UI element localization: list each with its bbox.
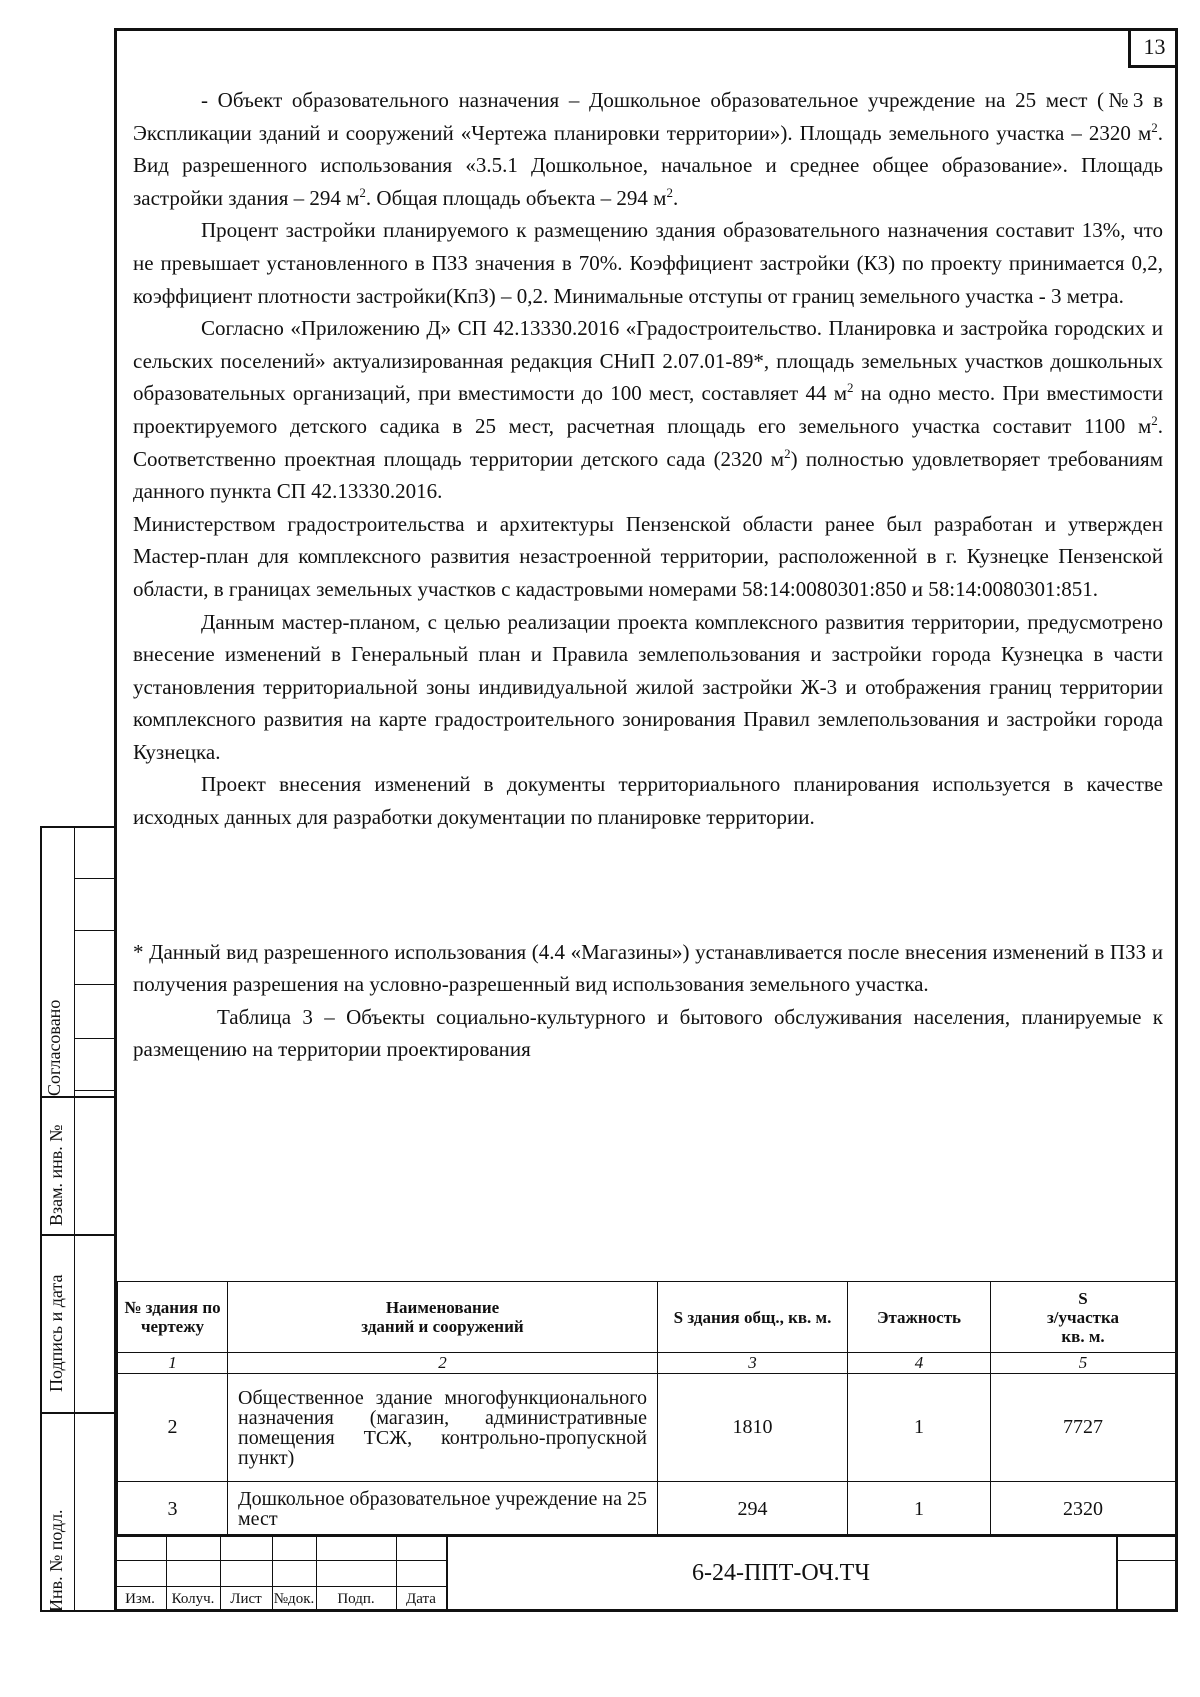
side-label-agreed: Согласовано bbox=[44, 999, 64, 1096]
header-plot-area: S з/участка кв. м. bbox=[991, 1282, 1176, 1353]
table-caption: Таблица 3 – Объекты социально-культурного и бытового обслуживания населения, планируемые к размещению на территории проектирования bbox=[133, 1004, 1163, 1062]
table-header-row bbox=[118, 1282, 1176, 1353]
footnote: * Данный вид разрешенного использования (4.4 «Магазины») устанавливается после внесения изменений в ПЗЗ и получения разрешения на условно-разрешенный вид использования земельного участка. bbox=[133, 939, 1163, 997]
paragraph-5: Данным мастер-планом, с целью реализации проекта комплексного развития территории, предусмотрено внесение изменений в Генеральный план и Правила землепользования и застройки города Кузнецка в части установления территориальной зоны индивидуальной жилой застройки Ж-3 и отображения границ территории комплексного развития на карте градостроительного зонирования Правил землепользования и застройки города Кузнецка. bbox=[133, 609, 1163, 764]
buildings-table bbox=[117, 1281, 1176, 1537]
stamp-label-date: Дата bbox=[406, 1591, 436, 1607]
paragraph-2: Процент застройки планируемого к размещению здания образовательного назначения составит 13%, что не превышает установленного в ПЗЗ значения в 70%. Коэффициент застройки (КЗ) по проекту принимается 0,2, коэффициент плотности застройки(КпЗ) – 0,2. Минимальные отступы от границ земельного участка - 3 метра. bbox=[133, 218, 1163, 308]
side-label-replace-inv: Взам. инв. № bbox=[46, 1124, 66, 1226]
stamp-label-doc: №док. bbox=[273, 1591, 315, 1607]
stamp-label-change: Изм. bbox=[125, 1591, 155, 1607]
side-stamp bbox=[40, 826, 114, 1612]
paragraph-6: Проект внесения изменений в документы территориального планирования используется в качестве исходных данных для разработки документации по планировке территории. bbox=[133, 772, 1163, 830]
stamp-label-signature: Подп. bbox=[337, 1591, 375, 1607]
header-number: № здания по чертежу bbox=[118, 1282, 228, 1353]
header-building-area: S здания общ., кв. м. bbox=[658, 1282, 848, 1353]
paragraph-3: Согласно «Приложению Д» СП 42.13330.2016 «Градостроительство. Планировка и застройка городских и сельских поселений» актуализированная редакция СНиП 2.07.01-89*, площадь земельных участков дошкольных образовательных организаций, при вместимости до 100 мест, составляет 44 $м^2$ на одно место. При вместимости проектируемого детского садика в 25 мест, расчетная площадь его земельного участка составит 1100 $м^2$. Соответственно проектная площадь территории детского сада (2320 $м^2$) полностью удовлетворяет требованиям данного пункта СП 42.13330.2016. bbox=[133, 316, 1163, 504]
column-number-row: 1 2 3 4 5 bbox=[118, 1353, 1176, 1374]
document-code: 6-24-ППТ-ОЧ.ТЧ bbox=[692, 1560, 870, 1586]
side-label-inv-original: Инв. № подл. bbox=[46, 1509, 66, 1612]
paragraph-1: - Объект образовательного назначения – Дошкольное образовательное учреждение на 25 мест (№3 в Экспликации зданий и сооружений «Чертежа планировки территории»). Площадь земельного участка – 2320 $м^2$. Вид разрешенного использования «3.5.1 Дошкольное, начальное и среднее общее образование». Площадь застройки здания – 294 $м^2$. Общая площадь объекта – 294 $м^2$. bbox=[133, 88, 1163, 210]
table-row: 2 Общественное здание многофункционального назначения (магазин, административные помещения ТСЖ, контрольно-пропускной пункт) 1810 1 7727 bbox=[118, 1374, 1176, 1482]
stamp-label-sheet: Лист bbox=[230, 1591, 262, 1607]
paragraph-4: Министерством градостроительства и архитектуры Пензенской области ранее был разработан и утвержден Мастер-план для комплексного развития незастроенной территории, расположенной в г. Кузнецке Пензенской области, в границах земельных участков с кадастровыми номерами 58:14:0080301:850 и 58:14:0080301:851. bbox=[133, 511, 1163, 601]
stamp-label-count: Колуч. bbox=[171, 1591, 215, 1607]
stamp-table bbox=[114, 1534, 1178, 1612]
side-label-sign-date: Подпись и дата bbox=[46, 1274, 66, 1392]
body-text bbox=[133, 84, 1163, 1066]
table-row: 3 Дошкольное образовательное учреждение на 25 мест 294 1 2320 bbox=[118, 1482, 1176, 1537]
page-number: 13 bbox=[1128, 28, 1178, 68]
header-name: Наименование зданий и сооружений bbox=[228, 1282, 658, 1353]
header-floors: Этажность bbox=[848, 1282, 991, 1353]
